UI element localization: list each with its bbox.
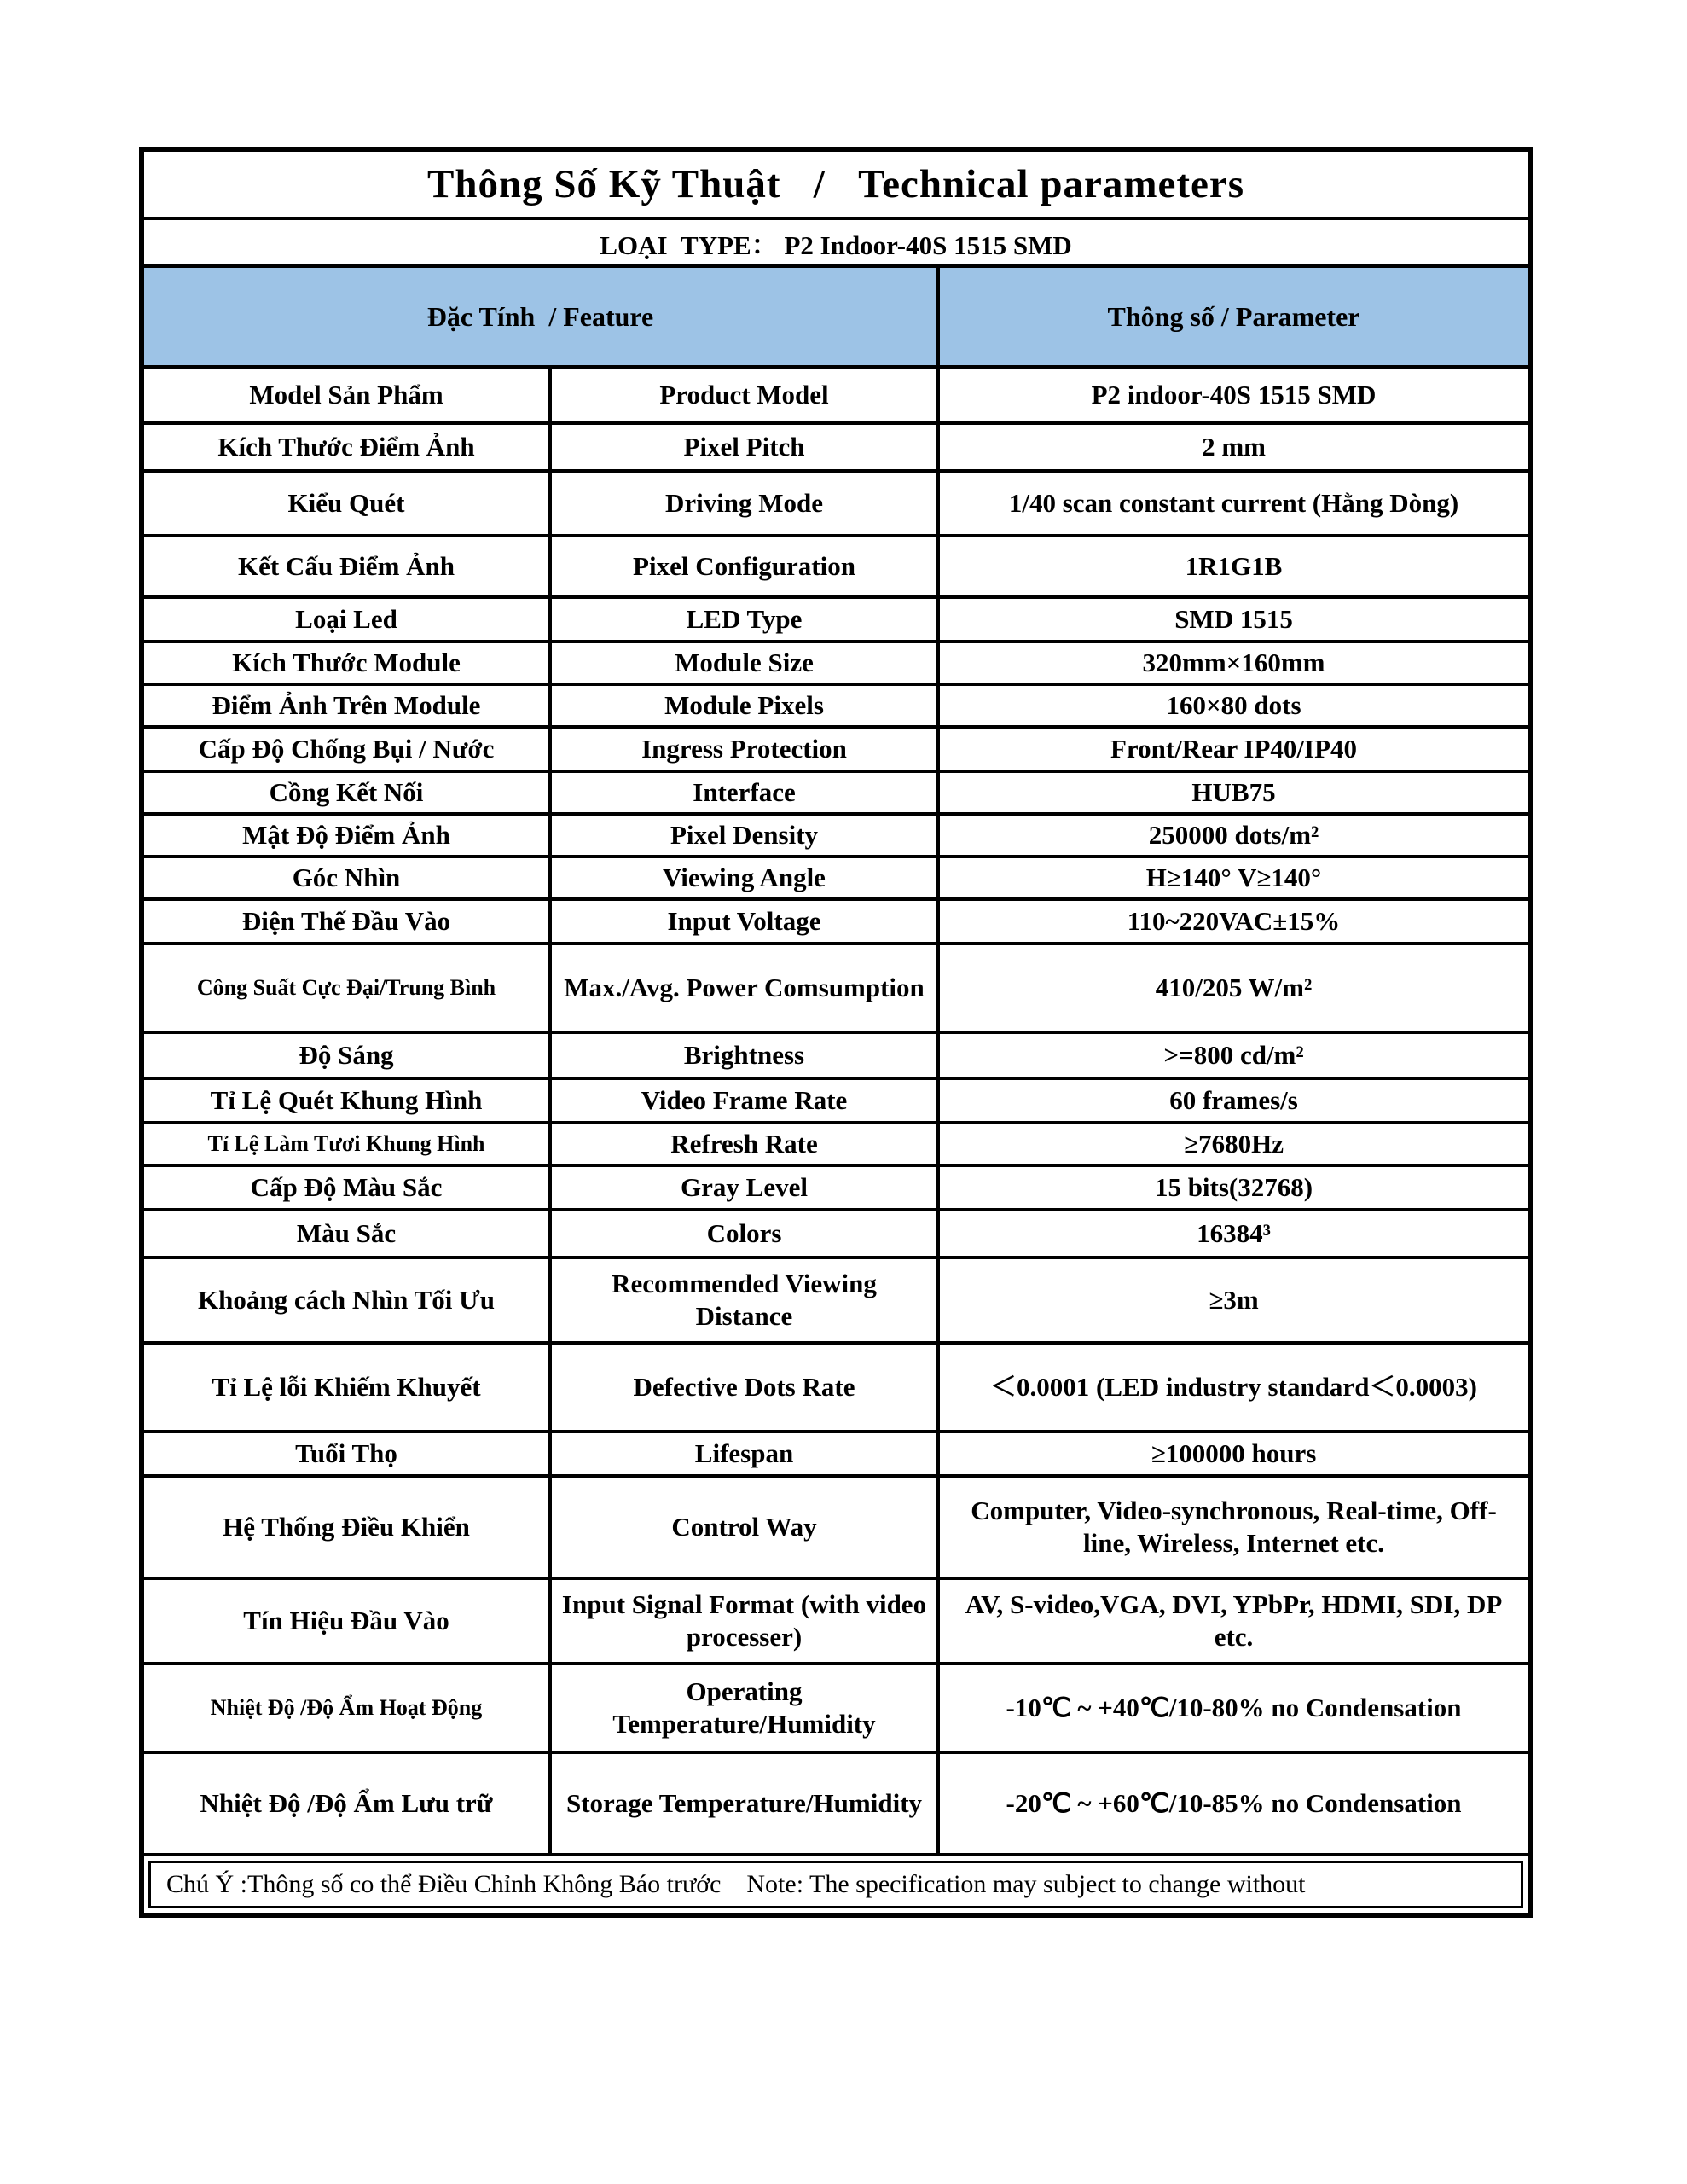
column-header-feature: Đặc Tính / Feature xyxy=(142,266,938,367)
table-row xyxy=(142,597,1530,642)
row-label-vi: Cấp Độ Màu Sắc xyxy=(142,1165,550,1210)
column-header-parameter: Thông số / Parameter xyxy=(938,266,1530,367)
row-label-vi: Cồng Kết Nối xyxy=(142,771,550,814)
table-row xyxy=(142,1343,1530,1432)
row-value: >=800 cd/m² xyxy=(938,1032,1530,1078)
row-label-vi: Tỉ Lệ lỗi Khiếm Khuyết xyxy=(142,1343,550,1432)
row-label-vi: Tuổi Thọ xyxy=(142,1432,550,1476)
row-label-en: Interface xyxy=(550,771,938,814)
row-value: Front/Rear IP40/IP40 xyxy=(938,727,1530,771)
row-label-vi: Nhiệt Độ /Độ Ẩm Lưu trữ xyxy=(142,1752,550,1855)
row-label-en: LED Type xyxy=(550,597,938,642)
row-value: ≥100000 hours xyxy=(938,1432,1530,1476)
row-label-vi: Màu Sắc xyxy=(142,1210,550,1258)
table-row xyxy=(142,1258,1530,1343)
row-label-en: Product Model xyxy=(550,367,938,423)
table-row xyxy=(142,367,1530,423)
table-row xyxy=(142,944,1530,1032)
row-label-en: Storage Temperature/Humidity xyxy=(550,1752,938,1855)
table-row xyxy=(142,899,1530,944)
row-label-vi: Độ Sáng xyxy=(142,1032,550,1078)
row-label-en: Control Way xyxy=(550,1476,938,1578)
table-row xyxy=(142,1476,1530,1578)
row-label-vi: Model Sản Phẩm xyxy=(142,367,550,423)
row-label-en: Input Voltage xyxy=(550,899,938,944)
row-label-en: Colors xyxy=(550,1210,938,1258)
row-label-vi: Kích Thước Điểm Ảnh xyxy=(142,423,550,471)
table-row xyxy=(142,1752,1530,1855)
row-label-vi: Loại Led xyxy=(142,597,550,642)
table-row xyxy=(142,471,1530,536)
row-value: 410/205 W/m² xyxy=(938,944,1530,1032)
row-value: 15 bits(32768) xyxy=(938,1165,1530,1210)
row-label-vi: Nhiệt Độ /Độ Ẩm Hoạt Động xyxy=(142,1664,550,1752)
row-value: -20℃ ~ +60℃/10-85% no Condensation xyxy=(938,1752,1530,1855)
row-label-en: Pixel Configuration xyxy=(550,536,938,597)
row-label-vi: Mật Độ Điểm Ảnh xyxy=(142,814,550,857)
footer-note: Chú Ý :Thông số co thể Điều Chỉnh Không Báo trước Note: The specification may subject to change without xyxy=(142,1855,1530,1915)
table-row xyxy=(142,727,1530,771)
row-label-en: Lifespan xyxy=(550,1432,938,1476)
spec-table-body xyxy=(142,367,1530,1855)
table-row xyxy=(142,536,1530,597)
row-value: Computer, Video-synchronous, Real-time, Off-line, Wireless, Internet etc. xyxy=(938,1476,1530,1578)
row-label-en: Module Pixels xyxy=(550,684,938,727)
row-label-en: Refresh Rate xyxy=(550,1123,938,1165)
row-label-en: Brightness xyxy=(550,1032,938,1078)
row-label-en: Max./Avg. Power Comsumption xyxy=(550,944,938,1032)
row-label-en: Ingress Protection xyxy=(550,727,938,771)
table-row xyxy=(142,1578,1530,1664)
row-value: 60 frames/s xyxy=(938,1078,1530,1123)
row-value: P2 indoor-40S 1515 SMD xyxy=(938,367,1530,423)
row-label-vi: Góc Nhìn xyxy=(142,857,550,899)
table-row xyxy=(142,1210,1530,1258)
row-value: H≥140° V≥140° xyxy=(938,857,1530,899)
row-label-vi: Điện Thế Đầu Vào xyxy=(142,899,550,944)
table-row xyxy=(142,1664,1530,1752)
table-row xyxy=(142,771,1530,814)
row-label-en: Video Frame Rate xyxy=(550,1078,938,1123)
row-label-vi: Điểm Ảnh Trên Module xyxy=(142,684,550,727)
row-value: 16384³ xyxy=(938,1210,1530,1258)
row-value: 1R1G1B xyxy=(938,536,1530,597)
row-value: 110~220VAC±15% xyxy=(938,899,1530,944)
type-subtitle: LOẠI TYPE： P2 Indoor-40S 1515 SMD xyxy=(142,218,1530,266)
row-label-en: Operating Temperature/Humidity xyxy=(550,1664,938,1752)
row-label-vi: Tỉ Lệ Quét Khung Hình xyxy=(142,1078,550,1123)
row-value: -10℃ ~ +40℃/10-80% no Condensation xyxy=(938,1664,1530,1752)
row-value: ≥7680Hz xyxy=(938,1123,1530,1165)
row-label-vi: Công Suất Cực Đại/Trung Bình xyxy=(142,944,550,1032)
table-row xyxy=(142,1032,1530,1078)
row-label-en: Recommended Viewing Distance xyxy=(550,1258,938,1343)
page-title: Thông Số Kỹ Thuật / Technical parameters xyxy=(142,149,1530,218)
table-row xyxy=(142,1165,1530,1210)
table-row xyxy=(142,1432,1530,1476)
row-label-en: Viewing Angle xyxy=(550,857,938,899)
row-value: ≥3m xyxy=(938,1258,1530,1343)
table-row xyxy=(142,814,1530,857)
table-row xyxy=(142,1078,1530,1123)
row-label-vi: Khoảng cách Nhìn Tối Ưu xyxy=(142,1258,550,1343)
table-row xyxy=(142,1123,1530,1165)
table-row xyxy=(142,642,1530,684)
row-label-vi: Kích Thước Module xyxy=(142,642,550,684)
row-label-en: Defective Dots Rate xyxy=(550,1343,938,1432)
row-label-en: Module Size xyxy=(550,642,938,684)
row-value: 2 mm xyxy=(938,423,1530,471)
row-label-vi: Tỉ Lệ Làm Tươi Khung Hình xyxy=(142,1123,550,1165)
row-label-en: Driving Mode xyxy=(550,471,938,536)
row-value: ＜0.0001 (LED industry standard＜0.0003) xyxy=(938,1343,1530,1432)
table-row xyxy=(142,857,1530,899)
row-label-en: Input Signal Format (with video processer) xyxy=(550,1578,938,1664)
row-value: 320mm×160mm xyxy=(938,642,1530,684)
row-label-vi: Tín Hiệu Đầu Vào xyxy=(142,1578,550,1664)
row-value: AV, S-video,VGA, DVI, YPbPr, HDMI, SDI, DP etc. xyxy=(938,1578,1530,1664)
row-label-vi: Cấp Độ Chống Bụi / Nước xyxy=(142,727,550,771)
row-value: 250000 dots/m² xyxy=(938,814,1530,857)
row-label-vi: Hệ Thống Điều Khiển xyxy=(142,1476,550,1578)
spec-table xyxy=(139,147,1533,1918)
table-row xyxy=(142,684,1530,727)
row-value: HUB75 xyxy=(938,771,1530,814)
row-value: SMD 1515 xyxy=(938,597,1530,642)
row-label-vi: Kiểu Quét xyxy=(142,471,550,536)
table-row xyxy=(142,423,1530,471)
row-label-vi: Kết Cấu Điểm Ảnh xyxy=(142,536,550,597)
row-value: 1/40 scan constant current (Hằng Dòng) xyxy=(938,471,1530,536)
row-value: 160×80 dots xyxy=(938,684,1530,727)
row-label-en: Gray Level xyxy=(550,1165,938,1210)
row-label-en: Pixel Pitch xyxy=(550,423,938,471)
row-label-en: Pixel Density xyxy=(550,814,938,857)
